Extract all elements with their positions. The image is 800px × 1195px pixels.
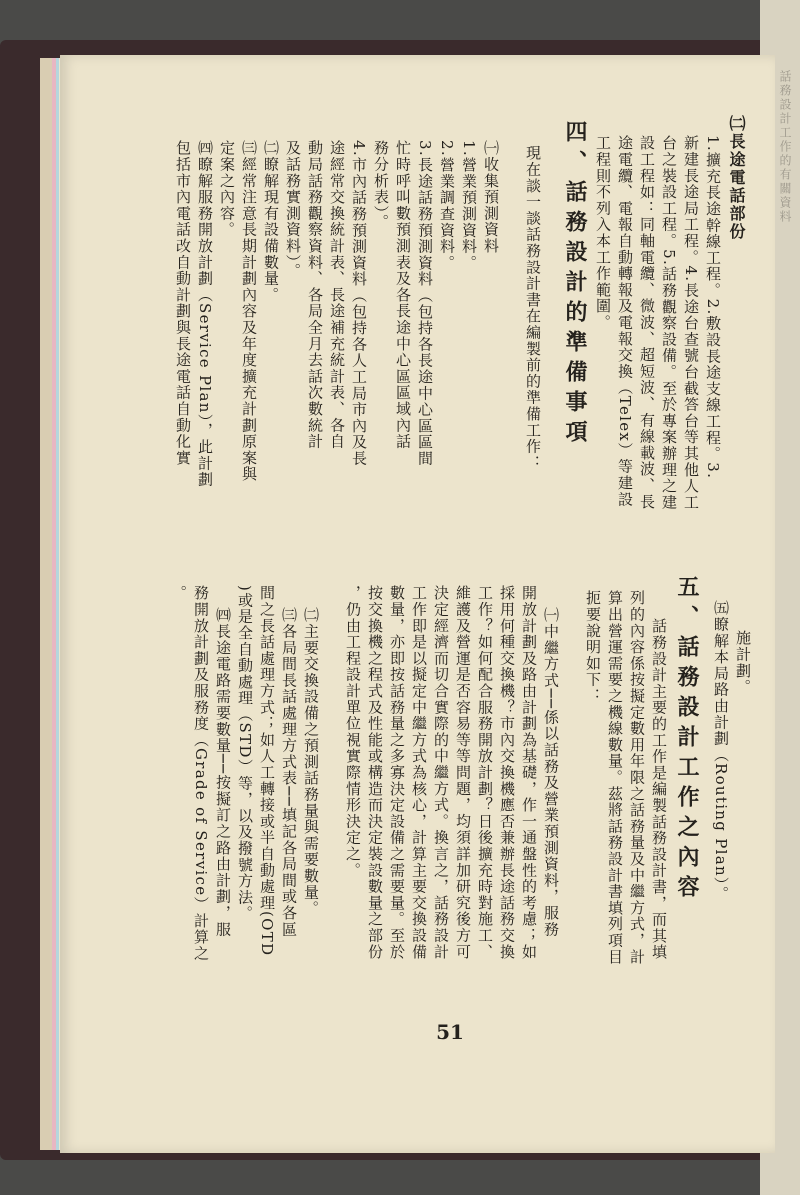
text-line: 工作？如何配合服務開放計劃？日後擴充時對施工、 <box>476 585 494 960</box>
list-line: ㈡瞭解現有設備數量。 <box>262 140 280 303</box>
section-four-title: 四、話務設計的準備事項 <box>562 120 588 450</box>
text-line: 決定經濟而切合實際的中繼方式。換言之，話務設計 <box>432 585 450 960</box>
list-line: ㈢經常注意長期計劃內容及年度擴充計劃原案與 <box>240 140 258 483</box>
list-line: 及話務實測資料）。 <box>284 140 302 280</box>
trunk-method-paragraph <box>342 585 562 1005</box>
section-five-intro <box>582 590 670 1010</box>
text-line: 。 <box>170 585 188 602</box>
text-line: 台之裝設工程。5.話務觀察設備。至於專案辦理之建 <box>660 135 678 511</box>
text-line: 列的內容係按擬定數用年限之話務量及中繼方式，計 <box>628 590 646 965</box>
text-line: ㈣長途電路需要數量──按擬訂之路由計劃，服 <box>214 607 232 938</box>
text-line: ㈡主要交換設備之預測話務量與需要數量。 <box>302 607 320 917</box>
list-line: 途經常交換統計表、長途補充統計表、各自 <box>328 140 346 450</box>
text-line: ，仍由工程設計單位視實際情形決定之。 <box>344 585 362 879</box>
section-four-list <box>172 140 502 560</box>
text-line: 新建長途局工程。4.長途台查號台截答台等其他人工 <box>682 135 700 511</box>
list-line: ㈠收集預測資料 <box>482 140 500 255</box>
text-line: 維護及營運是否容易等等問題，均須詳加研究後方可 <box>454 585 472 960</box>
list-line: 4.市內話務預測資料（包持各人工局市內及長 <box>350 140 368 467</box>
list-line: 1.營業預測資料。 <box>460 140 478 272</box>
text-line: 開放計劃及路由計劃為基礎，作一通盤性的考慮；如 <box>520 585 538 960</box>
section-two-paragraph <box>592 135 724 555</box>
text-line: 施計劃。 <box>734 630 752 696</box>
text-line: 按交換機之程式及性能或構造而決定裝設數量之部份 <box>366 585 384 960</box>
list-line: 2.營業調查資料。 <box>438 140 456 272</box>
text-line: 話務設計主要的工作是編製話務設計書，而其填 <box>650 618 668 961</box>
text-line: 算出營運需要之機線數量。茲將話務設計書填列項目 <box>606 590 624 965</box>
section-five-title: 五、話務設計工作之內容 <box>674 575 700 905</box>
text-line: 採用何種交換機？市內交換機應否兼辦長途話務交換 <box>498 585 516 960</box>
text-line: ㈤瞭解本局路由計劃（Routing Plan）。 <box>712 600 730 903</box>
list-line: 務分析表）。 <box>372 140 390 231</box>
list-line: 忙時呼叫數預測表及各長途中心區區域內話 <box>394 140 412 450</box>
continuation-lines <box>710 600 754 1000</box>
list-line: 定案之內容。 <box>218 140 236 238</box>
text-line: 設工程如：同軸電纜、微波、超短波、有線載波、長 <box>638 135 656 510</box>
facing-page-text: 話務設計工作的有關資料 <box>778 70 792 224</box>
text-line: 1.擴充長途幹線工程。2.敷設長途支線工程。3. <box>704 135 722 480</box>
list-line: 動局話務觀察資料、各局全月去話次數統計 <box>306 140 324 450</box>
list-line: 3.長途話務預測資料（包持各長途中心區區間 <box>416 140 434 467</box>
text-line: 扼要說明如下： <box>584 590 602 705</box>
text-line: 工程則不列入本工作範圍。 <box>594 135 612 331</box>
section-two-title: ㈡長途電話部份 <box>727 115 746 241</box>
section-four-intro: 現在談一談話務設計書在編製前的準備工作： <box>524 145 542 471</box>
list-line: ㈣瞭解服務開放計劃（Service Plan），此計劃 <box>196 140 214 488</box>
list-line: 包括市內電話改自動計劃與長途電話自動化實 <box>174 140 192 466</box>
text-line: 務開放計劃及服務度（Grade of Service）計算之 <box>192 585 210 962</box>
text-line: ㈠中繼方式──係以話務及營業預測資料，服務 <box>542 607 560 938</box>
page-number: 51 <box>436 1020 464 1044</box>
item-list-bottom <box>168 585 322 1005</box>
text-line: ㈢各局間長話處理方式表──填記各局間或各區 <box>280 607 298 938</box>
text-line: )或是全自動處理（STD）等，以及撥號方法。 <box>236 585 254 922</box>
text-line: 途電纜、電報自動轉報及電報交換（Telex）等建設 <box>616 135 634 508</box>
text-line: 間之長話處理方式；如人工轉接或半自動處理(OTD <box>258 585 276 957</box>
text-line: 數量，亦即按話務量之多寡決定設備之需要量。至於 <box>388 585 406 960</box>
text-line: 工作即是以擬定中繼方式為核心，計算主要交換設備 <box>410 585 428 960</box>
